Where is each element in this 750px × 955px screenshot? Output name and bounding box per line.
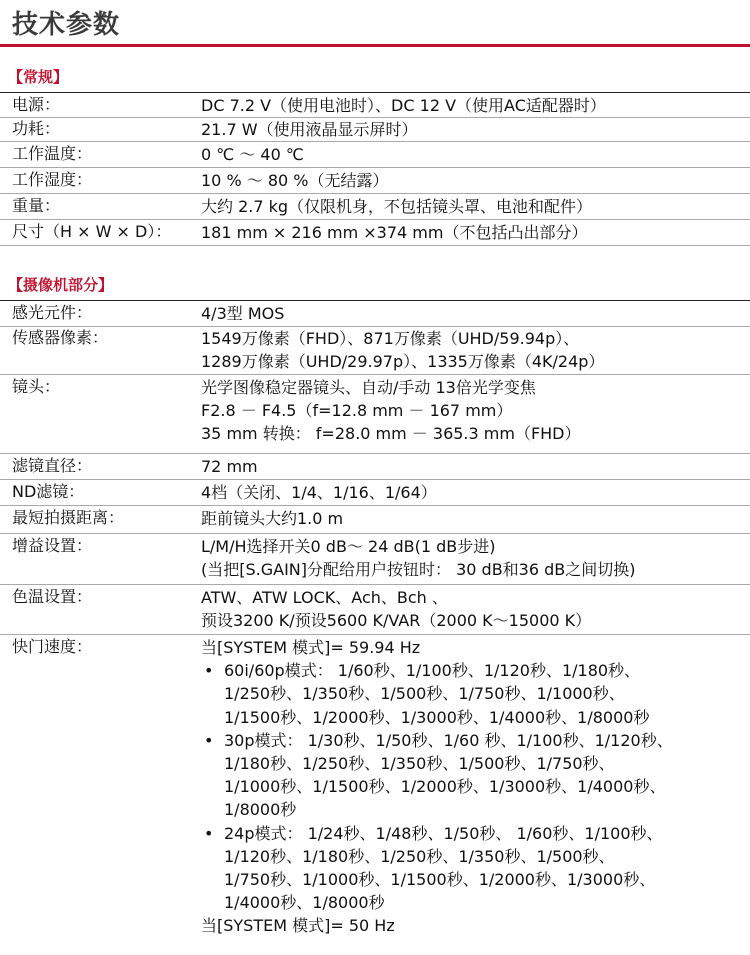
page-title: 技术参数 — [12, 10, 121, 40]
spec-label: 功耗： — [12, 119, 61, 138]
spec-value: 10 % ～ 80 %（无结露） — [201, 171, 389, 190]
spec-value: ATW、ATW LOCK、Ach、Bch 、 预设3200 K/预设5600 K/VAR（2000 K～15000 K） — [201, 588, 592, 630]
spec-value: 181 mm × 216 mm ×374 mm（不包括凸出部分） — [201, 223, 588, 242]
shutter-mode-50: 当[SYSTEM 模式]= 50 Hz — [201, 916, 395, 936]
spec-value: DC 7.2 V（使用电池时）、DC 12 V（使用AC适配器时） — [201, 96, 606, 115]
spec-row-shutter — [0, 635, 750, 955]
spec-label: 工作温度： — [12, 144, 93, 163]
spec-row-filter-diameter — [0, 454, 750, 480]
spec-value: 光学图像稳定器镜头、自动/手动 13倍光学变焦 F2.8 － F4.5（f=12.8 mm － 167 mm） 35 mm 转换： f=28.0 mm － 365.3 mm（FHD） — [201, 378, 581, 443]
spec-row-consumption — [0, 117, 750, 142]
spec-label: ND滤镜： — [12, 482, 85, 501]
spec-value: 4档（关闭、1/4、1/16、1/64） — [201, 483, 437, 502]
spec-value: 21.7 W（使用液晶显示屏时） — [201, 120, 418, 139]
spec-value: 0 ℃ ～ 40 ℃ — [201, 145, 304, 164]
spec-value: 大约 2.7 kg（仅限机身，不包括镜头罩、电池和配件） — [201, 197, 593, 216]
section-heading-general: 【常规】 — [8, 68, 69, 86]
spec-value: 距前镜头大约1.0 m — [201, 509, 344, 528]
spec-row-humidity — [0, 168, 750, 194]
title-divider — [0, 44, 750, 47]
spec-label: 工作湿度： — [12, 170, 93, 189]
spec-value: L/M/H选择开关0 dB～ 24 dB(1 dB步进) (当把[S.GAIN]分配给用户按钮时： 30 dB和36 dB之间切换) — [201, 537, 636, 579]
shutter-bullet-24: • 24p模式： 1/24秒、1/48秒、1/50秒、 1/60秒、1/100秒、 — [204, 823, 663, 843]
spec-value: 1549万像素（FHD）、871万像素（UHD/59.94p）、 1289万像素（UHD/29.97p）、1335万像素（4K/24p） — [201, 329, 605, 371]
spec-row-temperature — [0, 142, 750, 168]
spec-value: 72 mm — [201, 457, 258, 476]
spec-value: 当[SYSTEM 模式]= 59.94 Hz • 60i/60p模式： 1/60秒、1/100秒、1/120秒、1/180秒、 1/250秒、1/350秒、1/500秒、1/750秒、1/1000秒、 1/1500秒、1/2000秒、1/3000秒、1/4000秒、1/8000秒 • 30p模式： 1/30秒、1/50秒、1/60 秒、1/100秒、1/120秒、 1/180秒、1/250秒、1/350秒、1/500秒、1/750秒、 1/1000秒、1/1500秒、1/2000秒、1/3000秒、1/4000秒、 1/8000秒 • 24p模式： 1/24秒、1/48秒、1/50秒、 1/60秒、1/100秒、 1/120秒、1/180秒、1/250秒、1/350秒、1/500秒、 1/750秒、1/1000秒、1/1500秒、1/2000秒、1/3000秒、 1/4000秒、1/8000秒 当[SYSTEM 模式]= 50 Hz — [201, 636, 673, 938]
spec-label: 传感器像素： — [12, 328, 109, 347]
spec-label: 电源： — [12, 95, 61, 114]
spec-label: 最短拍摄距离： — [12, 508, 125, 527]
spec-row-sensor — [0, 300, 750, 327]
spec-label: 尺寸（H × W × D）： — [12, 222, 172, 241]
spec-label: 滤镜直径： — [12, 456, 93, 475]
spec-label: 增益设置： — [12, 536, 93, 555]
spec-label: 色温设置： — [12, 587, 93, 606]
spec-row-power — [0, 92, 750, 118]
spec-row-min-distance — [0, 506, 750, 534]
spec-value: 4/3型 MOS — [201, 304, 285, 323]
spec-row-dimensions — [0, 220, 750, 246]
spec-row-white-balance — [0, 585, 750, 635]
spec-row-gain — [0, 534, 750, 585]
spec-row-nd-filter — [0, 480, 750, 506]
spec-row-weight — [0, 194, 750, 220]
spec-label: 快门速度： — [12, 637, 93, 656]
spec-row-lens — [0, 375, 750, 454]
shutter-mode-5994: 当[SYSTEM 模式]= 59.94 Hz — [201, 638, 421, 657]
shutter-bullet-30: • 30p模式： 1/30秒、1/50秒、1/60 秒、1/100秒、1/120秒、 — [204, 730, 673, 750]
shutter-bullet-60: • 60i/60p模式： 1/60秒、1/100秒、1/120秒、1/180秒、 — [204, 661, 641, 681]
spec-label: 感光元件： — [12, 303, 93, 322]
spec-label: 镜头： — [12, 377, 61, 396]
spec-label: 重量： — [12, 196, 61, 215]
spec-row-pixels — [0, 326, 750, 375]
section-heading-camera: 【摄像机部分】 — [8, 276, 114, 294]
